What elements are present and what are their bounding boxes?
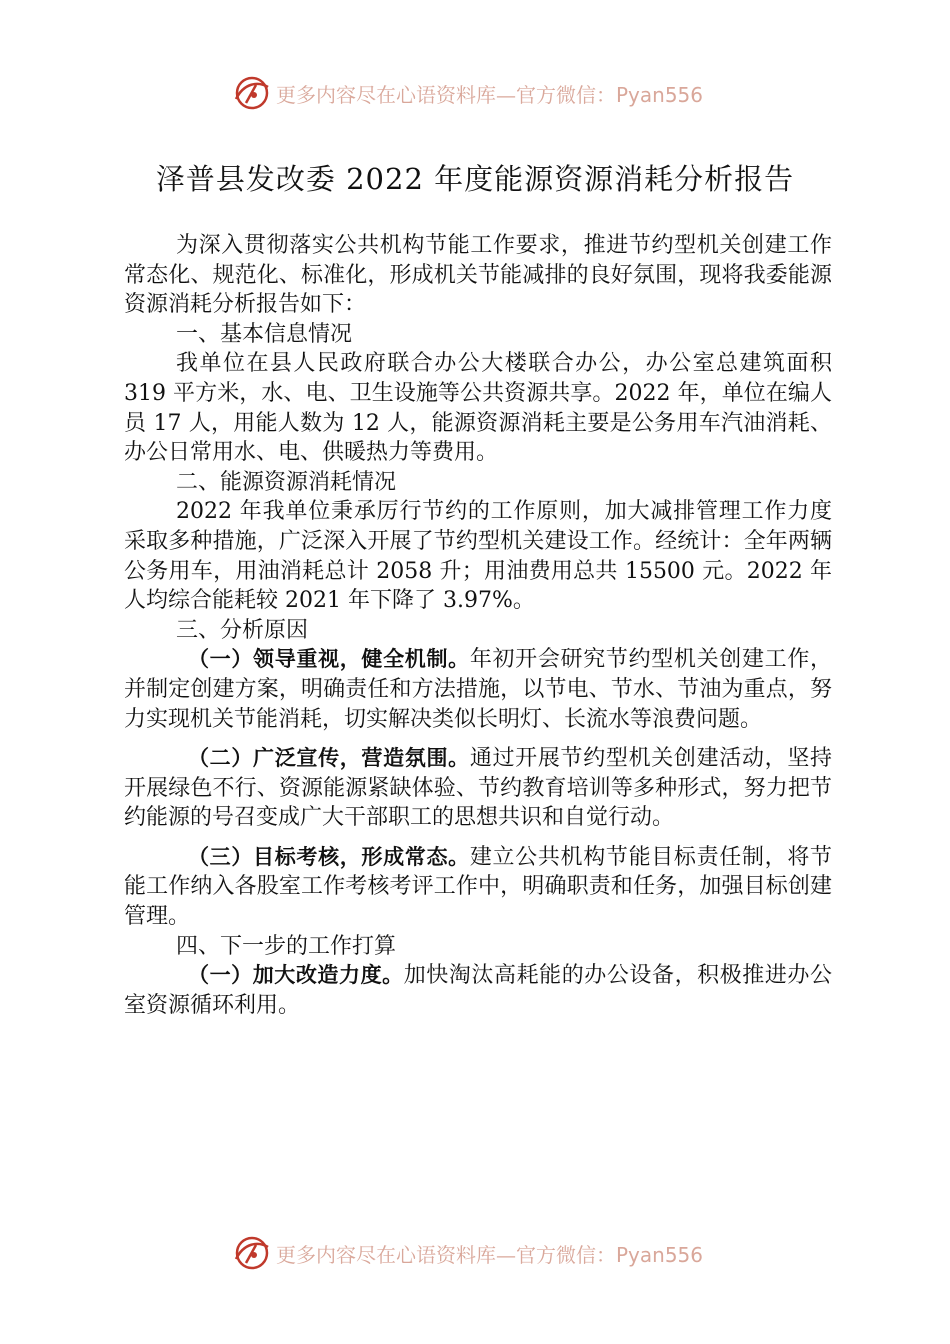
- watermark-banner-bottom: [232, 1233, 703, 1273]
- section-3-heading: 三、分析原因: [176, 617, 309, 643]
- section-3-item-3: [124, 843, 832, 932]
- watermark-text: 更多内容尽在心语资料库—官方微信：Pyan556: [276, 1242, 704, 1267]
- item-heading: （一）领导重视，健全机制。: [188, 647, 470, 672]
- item-text: 年初开会研究节约型机关创建工作，并制定创建方案，明确责任和方法措施，以节电、节水、节油为重点，努力实现机关节能消耗，切实解决类似长明灯、长流水等浪费问题。: [124, 647, 832, 732]
- watermark-logo-icon: [232, 1233, 272, 1273]
- watermark-banner-top: [232, 73, 703, 113]
- section-2-heading: 二、能源资源消耗情况: [176, 469, 397, 495]
- item-heading: （三）目标考核，形成常态。: [188, 844, 470, 869]
- section-4-item-1: [124, 961, 832, 1020]
- section-3-item-1: [124, 645, 832, 734]
- intro-paragraph: 为深入贯彻落实公共机构节能工作要求，推进节约型机关创建工作常态化、规范化、标准化，形成机关节能减排的良好氛围，现将我委能源资源消耗分析报告如下：: [124, 233, 832, 318]
- section-1-paragraph: 我单位在县人民政府联合办公大楼联合办公，办公室总建筑面积 319 平方米，水、电、卫生设施等公共资源共享。2022 年，单位在编人员 17 人，用能人数为 12 人，能源资源消耗主要是公务用车汽油消耗、办公日常用水、电、供暖热力等费用。: [124, 351, 832, 466]
- section-2-paragraph: 2022 年我单位秉承厉行节约的工作原则，加大减排管理工作力度采取多种措施，广泛深入开展了节约型机关建设工作。经统计：全年两辆公务用车，用油消耗总计 2058 升；用油费用总共 15500 元。2022 年人均综合能耗较 2021 年下降了 3.97%。: [124, 499, 832, 614]
- watermark-text: 更多内容尽在心语资料库—官方微信：Pyan556: [276, 82, 704, 107]
- item-text: 通过开展节约型机关创建活动，坚持开展绿色不行、资源能源紧缺体验、节约教育培训等多种形式，努力把节约能源的号召变成广大干部职工的思想共识和自觉行动。: [124, 746, 832, 831]
- section-3-item-2: [124, 744, 832, 833]
- item-text: 建立公共机构节能目标责任制，将节能工作纳入各股室工作考核考评工作中，明确职责和任务，加强目标创建管理。: [124, 844, 832, 930]
- item-text: 加快淘汰高耗能的办公设备，积极推进办公室资源循环利用。: [124, 963, 832, 1018]
- document-title: 泽普县发改委 2022 年度能源资源消耗分析报告: [155, 162, 795, 196]
- item-heading: （二）广泛宣传，营造氛围。: [188, 746, 470, 771]
- document-body: [124, 231, 832, 1020]
- section-1-heading: 一、基本信息情况: [176, 321, 353, 347]
- watermark-logo-icon: [232, 73, 272, 113]
- item-heading: （一）加大改造力度。: [188, 963, 404, 988]
- section-4-heading: 四、下一步的工作打算: [176, 933, 397, 959]
